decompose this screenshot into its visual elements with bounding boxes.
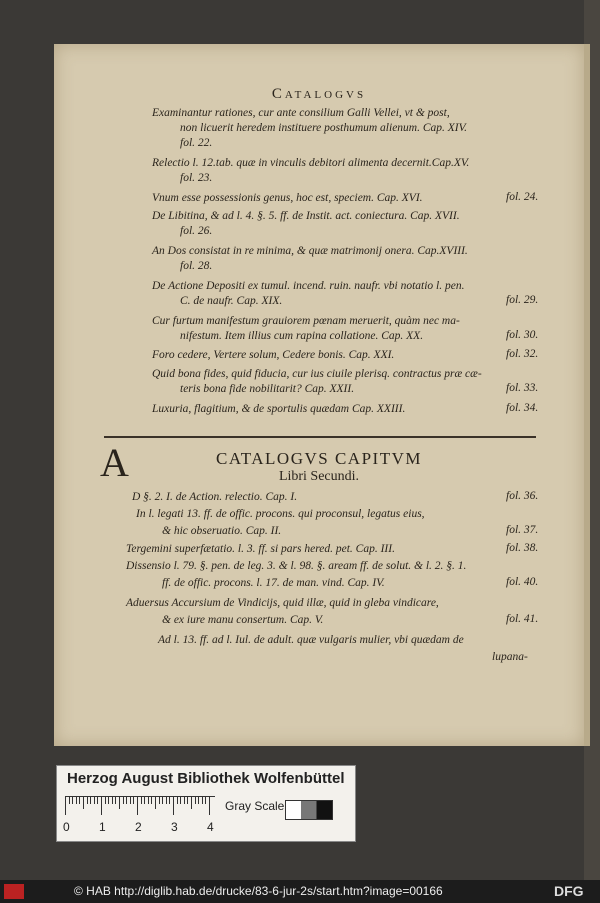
book-page <box>54 44 584 746</box>
gray-scale-label: Gray Scale <box>225 799 285 813</box>
folio-ref: fol. 32. <box>506 348 539 360</box>
entry-line: Quid bona fides, quid fiducia, cur ius ciuile plerisq. contractus præ cæ- <box>152 368 482 380</box>
hab-logo-icon <box>4 884 24 899</box>
folio-ref: fol. 41. <box>506 613 539 625</box>
page-edge <box>584 44 590 746</box>
ruler-tick <box>108 797 109 804</box>
ruler-tick <box>173 797 174 815</box>
ruler-tick <box>130 797 131 804</box>
ruler-tick <box>184 797 185 804</box>
ruler-tick <box>69 797 70 804</box>
ruler-tick <box>101 797 102 815</box>
ruler-tick <box>144 797 145 804</box>
entry-line: D §. 2. I. de Action. relectio. Cap. I. <box>132 491 298 503</box>
entry-line: fol. 28. <box>180 260 213 272</box>
entry-line: In l. legati 13. ff. de offic. procons. qui proconsul, legatus eius, <box>136 508 425 520</box>
entry-line: fol. 23. <box>180 172 213 184</box>
folio-ref: fol. 38. <box>506 542 539 554</box>
entry-line: Foro cedere, Vertere solum, Cedere bonis. Cap. XXI. <box>152 349 395 361</box>
library-calibration-card <box>56 765 356 842</box>
ruler-tick <box>65 797 66 815</box>
ruler-tick <box>180 797 181 804</box>
ruler-tick <box>94 797 95 804</box>
entry-line: An Dos consistat in re minima, & quæ matrimonij onera. Cap.XVIII. <box>152 245 468 257</box>
entry-line: Aduersus Accursium de Vindicijs, quid illæ, quid in gleba vindicare, <box>126 597 439 609</box>
ruler-tick <box>198 797 199 804</box>
entry-line: & hic obseruatio. Cap. II. <box>162 525 282 537</box>
ruler-tick <box>202 797 203 804</box>
ruler-tick <box>162 797 163 804</box>
gray-scale-swatch <box>285 800 333 820</box>
folio-ref: fol. 33. <box>506 382 539 394</box>
ruler-tick <box>159 797 160 804</box>
ruler-tick <box>137 797 138 815</box>
entry-line: Ad l. 13. ff. ad l. Iul. de adult. quæ vulgaris mulier, vbi quædam de <box>158 634 464 646</box>
ruler-number: 0 <box>63 820 70 834</box>
folio-ref: fol. 30. <box>506 329 539 341</box>
entry-line: Dissensio l. 79. §. pen. de leg. 3. & l. 98. §. aream ff. de solut. & l. 2. §. 1. <box>126 560 467 572</box>
library-name: Herzog August Bibliothek Wolfenbüttel <box>67 770 345 787</box>
entry-line: lupana- <box>492 651 528 663</box>
ruler-tick <box>148 797 149 804</box>
entry-line: fol. 26. <box>180 225 213 237</box>
ruler-tick <box>155 797 156 809</box>
entry-line: Vnum esse possessionis genus, hoc est, speciem. Cap. XVI. <box>152 192 423 204</box>
ruler-tick <box>72 797 73 804</box>
ruler-tick <box>105 797 106 804</box>
ruler-tick <box>79 797 80 804</box>
ruler-tick <box>126 797 127 804</box>
ruler-tick <box>87 797 88 804</box>
entry-line: non licuerit heredem instituere posthumum alienum. Cap. XIV. <box>180 122 468 134</box>
dfg-logo: DFG <box>554 883 584 899</box>
viewer-footer <box>0 880 600 903</box>
entry-line: Relectio l. 12.tab. quæ in vinculis debitori alimenta decernit.Cap.XV. <box>152 157 470 169</box>
libri-heading: Libri Secundi. <box>278 469 360 484</box>
entry-line: Tergemini superfætatio. l. 3. ff. si pars hered. pet. Cap. III. <box>126 543 395 555</box>
entry-line: C. de naufr. Cap. XIX. <box>180 295 283 307</box>
entry-line: Cur furtum manifestum grauiorem pœnam meruerit, quàm nec ma- <box>152 315 460 327</box>
folio-ref: fol. 36. <box>506 490 539 502</box>
entry-line: Examinantur rationes, cur ante consilium Galli Vellei, vt & post, <box>152 107 450 119</box>
ruler-tick <box>187 797 188 804</box>
folio-ref: fol. 34. <box>506 402 539 414</box>
ruler-tick <box>112 797 113 804</box>
entry-line: De Libitina, & ad l. 4. §. 5. ff. de Instit. act. coniectura. Cap. XVII. <box>152 210 460 222</box>
catalogus-heading: Catalogvs <box>271 86 367 102</box>
ruler-tick <box>166 797 167 804</box>
folio-ref: fol. 37. <box>506 524 539 536</box>
entry-line: ff. de offic. procons. l. 17. de man. vind. Cap. IV. <box>162 577 385 589</box>
ruler-tick <box>119 797 120 809</box>
capitum-heading: CATALOGVS CAPITVM <box>216 449 422 468</box>
ruler-tick <box>209 797 210 815</box>
entry-line: Luxuria, flagitium, & de sportulis quædam Cap. XXIII. <box>152 403 406 415</box>
ruler-number: 2 <box>135 820 142 834</box>
entry-line: fol. 22. <box>180 137 213 149</box>
ruler-tick <box>97 797 98 804</box>
ruler-tick <box>151 797 152 804</box>
ruler-tick <box>191 797 192 809</box>
ruler-tick <box>205 797 206 804</box>
entry-line: teris bona fide nobilitarit? Cap. XXII. <box>180 383 355 395</box>
folio-ref: fol. 40. <box>506 576 539 588</box>
folio-ref: fol. 29. <box>506 294 539 306</box>
ruler-number: 1 <box>99 820 106 834</box>
entry-line: De Actione Depositi ex tumul. incend. ruin. naufr. vbi notatio l. pen. <box>152 280 465 292</box>
copyright-link[interactable]: © HAB http://diglib.hab.de/drucke/83-6-jur-2s/start.htm?image=00166 <box>74 884 443 898</box>
ruler-tick <box>141 797 142 804</box>
drop-cap: A <box>100 440 129 485</box>
ruler-tick <box>115 797 116 804</box>
folio-ref: fol. 24. <box>506 191 539 203</box>
ruler-scale <box>65 796 215 817</box>
ruler-tick <box>177 797 178 804</box>
ruler-tick <box>133 797 134 804</box>
ruler-tick <box>90 797 91 804</box>
ruler-tick <box>83 797 84 809</box>
ruler-tick <box>123 797 124 804</box>
entry-line: & ex iure manu consertum. Cap. V. <box>162 614 324 626</box>
ruler-tick <box>195 797 196 804</box>
ruler-number: 3 <box>171 820 178 834</box>
entry-line: nifestum. Item illius cum rapina collatione. Cap. XX. <box>180 330 424 342</box>
ruler-tick <box>76 797 77 804</box>
ruler-number: 4 <box>207 820 214 834</box>
section-divider <box>104 436 536 438</box>
ruler-tick <box>169 797 170 804</box>
